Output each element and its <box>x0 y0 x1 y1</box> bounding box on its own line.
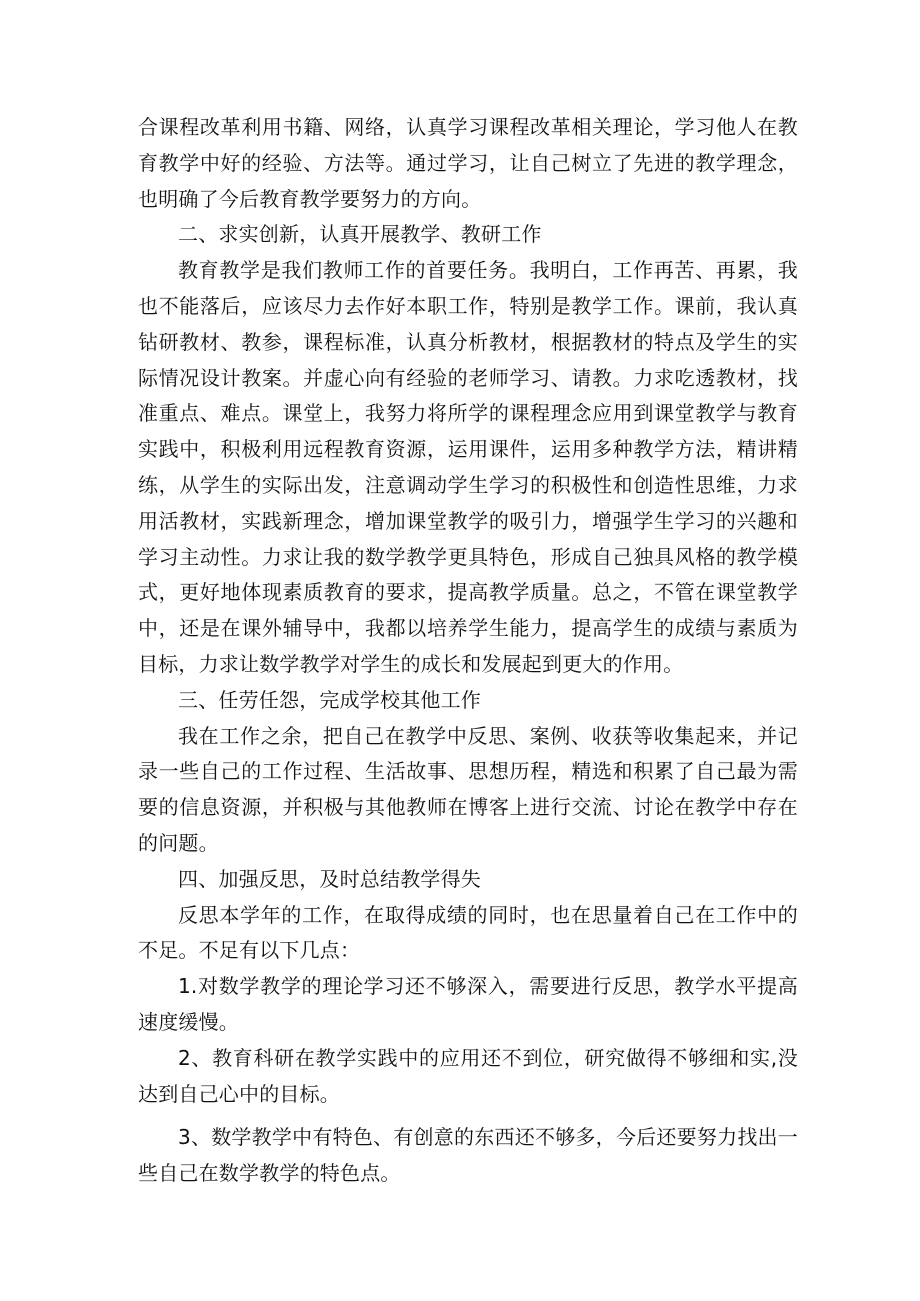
section-heading-2: 二、求实创新，认真开展教学、教研工作 <box>178 222 542 247</box>
section-heading-4: 四、加强反思，及时总结教学得失 <box>178 866 481 891</box>
document-body <box>138 110 798 1192</box>
paragraph-other-work: 我在工作之余，把自己在教学中反思、案例、收获等收集起来，并记录一些自己的工作过程、生活故事、思想历程，精选和积累了自己最为需要的信息资源，并积极与其他教师在博客上进行交流、讨论在教学中存在的问题。 <box>138 723 798 855</box>
paragraph-teaching: 教育教学是我们教师工作的首要任务。我明白，工作再苦、再累，我也不能落后，应该尽力去作好本职工作，特别是教学工作。课前，我认真钻研教材、教参，课程标准，认真分析教材，根据教材的特点及学生的实际情况设计教案。并虚心向有经验的老师学习、请教。力求吃透教材，找准重点、难点。课堂上，我努力将所学的课程理念应用到课堂教学与教育实践中，积极利用远程教育资源，运用课件，运用多种教学方法，精讲精练，从学生的实际出发，注意调动学生学习的积极性和创造性思维，力求用活教材，实践新理念，增加课堂教学的吸引力，增强学生学习的兴趣和学习主动性。力求让我的数学教学更具特色，形成自己独具风格的教学模式，更好地体现素质教育的要求，提高教学质量。总之，不管在课堂教学中，还是在课外辅导中，我都以培养学生能力，提高学生的成绩与素质为目标，力求让数学教学对学生的成长和发展起到更大的作用。 <box>138 258 798 676</box>
list-item-2: 2、教育科研在教学实践中的应用还不到位，研究做得不够细和实,没达到自己心中的目标。 <box>138 1045 798 1106</box>
list-item-1: 1.对数学教学的理论学习还不够深入，需要进行反思，教学水平提高速度缓慢。 <box>138 974 798 1034</box>
paragraph-reflection: 反思本学年的工作，在取得成绩的同时，也在思量着自己在工作中的不足。不足有以下几点： <box>138 902 798 963</box>
list-item-3: 3、数学教学中有特色、有创意的东西还不够多，今后还要努力找出一些自己在数学教学的特色点。 <box>138 1125 798 1186</box>
section-heading-3: 三、任劳任怨，完成学校其他工作 <box>178 687 481 712</box>
paragraph-continuation: 合课程改革利用书籍、网络，认真学习课程改革相关理论，学习他人在教育教学中好的经验、方法等。通过学习，让自己树立了先进的教学理念，也明确了今后教育教学要努力的方向。 <box>138 115 798 211</box>
